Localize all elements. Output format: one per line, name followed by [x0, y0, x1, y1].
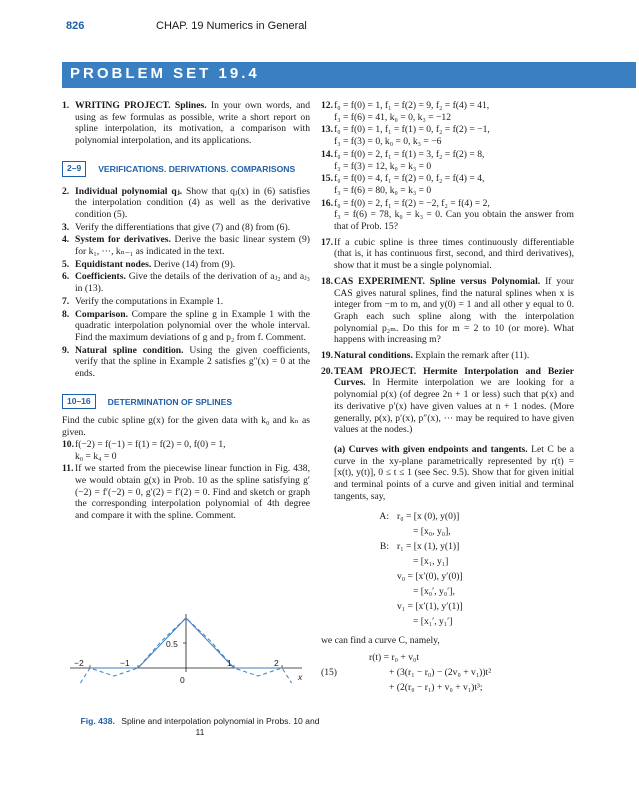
x-tick-label: 0: [180, 675, 185, 685]
problem-20: 20. TEAM PROJECT. Hermite Interpolation and Bezier Curves. In Hermite interpolation we are looking for a polynomial p(x) (of degree 2n + 1 or less) such that p(x) and its derivative p′(x) have given values at n + 1 nodes. (More generally, p(x), p′(x), p″(x), ··· may be required to have given values at the nodes.): [321, 365, 574, 436]
problem-16: 16. f₀ = f(0) = 2, f₁ = f(2) = −2, f₂ = f(4) = 2, f₃ = f(6) = 78, k₀ = k₃ = 0. Can you obtain the answer from that of Prob. 15?: [321, 197, 574, 233]
problem-15: 15. f₀ = f(0) = 4, f₁ = f(2) = 0, f₂ = f(4) = 4, f₃ = f(6) = 80, k₀ = k₃ = 0: [321, 173, 485, 196]
x-axis-label: x: [298, 672, 303, 682]
problem-6: 6. Coefficients. Give the details of the derivation of aⱼ₂ and aⱼ₃ in (13).: [62, 271, 310, 295]
chapter-title: CHAP. 19 Numerics in General: [156, 20, 307, 32]
problem-9: 9. Natural spline condition. Using the given coefficients, verify that the spline in Example 2 satisfies g″(x) = 0 at the ends.: [62, 344, 310, 380]
problem-10: 10. f(−2) = f(−1) = f(1) = f(2) = 0, f(0) = 1, k₀ = k₄ = 0: [62, 438, 226, 462]
page-number: 826: [66, 20, 85, 32]
running-header: [0, 20, 639, 40]
x-tick-label: 1: [227, 658, 232, 668]
problem-2: 2. Individual polynomial qⱼ. Show that qⱼ(x) in (6) satisfies the interpolation condition (4) as well as the derivative condition (5).: [62, 185, 310, 220]
problem-14: 14. f₀ = f(0) = 2, f₁ = f(1) = 3, f₂ = f(2) = 8, f₃ = f(3) = 12, k₀ = k₃ = 0: [321, 148, 485, 172]
y-tick-label: 0.5: [166, 639, 178, 649]
figure-438: [62, 610, 310, 710]
problem-7: 7. Verify the computations in Example 1.: [62, 295, 224, 307]
problem-11: 11. If we started from the piecewise linear function in Fig. 438, we would obtain g(x) in Prob. 10 as the spline satisfying g′(−2) = f′(−2) = 0, g′(2) = f′(2) = 0. Find and sketch or graph the corresponding interpolation polynomial of 4th degree and compare it with the spline. Comment.: [62, 463, 310, 522]
section-title: DETERMINATION OF SPLINES: [107, 396, 233, 407]
problem-4: 4. System for derivatives. Derive the basic linear system (9) for k₁, ···, kₙ₋₁ as indicated in the text.: [62, 234, 310, 258]
left-column: [62, 100, 310, 523]
section-heading-10-16: [62, 394, 310, 410]
right-column: [321, 100, 574, 695]
section-tag: 2–9: [62, 161, 86, 177]
endpoint-definitions: A: r₀ = [x (0), y(0)] = [x₀, y₀], B: r₁ = [x (1), y(1)] = [x₁, y₁] v₀ = [x′(0), y′(0)] = [x₀′, y₀′], v₁ = [x′(1), y′(1)] = [x₁′, y₁′]: [379, 510, 463, 627]
problem-17: 17. If a cubic spline is three times continuously differentiable (that is, it has continuous first, second, and third derivatives), show that it must be a single polynomial.: [321, 236, 574, 272]
problem-5: 5. Equidistant nodes. Derive (14) from (9).: [62, 258, 236, 270]
figure-caption-text: Spline and interpolation polynomial in Probs. 10 and 11: [121, 716, 320, 737]
x-tick-label: −1: [120, 658, 130, 668]
problem-12: 12. f₀ = f(0) = 1, f₁ = f(2) = 9, f₂ = f(4) = 41, f₃ = f(6) = 41, k₀ = 0, k₃ = −12: [321, 100, 490, 123]
x-tick-label: −2: [74, 658, 84, 668]
x-tick-label: 2: [274, 658, 279, 668]
problem-set-banner: [62, 62, 636, 88]
section-tag: 10–16: [62, 394, 96, 410]
problem-set-title: PROBLEM SET 19.4: [70, 65, 260, 82]
spline-plot: [62, 610, 310, 710]
problem-1: 1. WRITING PROJECT. Splines. In your own words, and using as few formulas as possible, write a short report on spline interpolation, its motivation, a comparison with polynomial interpolation, and its applications.: [62, 100, 310, 147]
equation-15: r(t) = r₀ + v₀t (15) + (3(r₁ − r₀) − (2v₀ + v₁))t² + (2(r₀ − r₁) + v₀ + v₁)t³;: [321, 652, 492, 694]
section-intro: Find the cubic spline g(x) for the given data with k₀ and kₙ as given.: [62, 415, 310, 439]
problem-13: 13. f₀ = f(0) = 1, f₁ = f(1) = 0, f₂ = f(2) = −1, f₃ = f(3) = 0, k₀ = 0, k₃ = −6: [321, 124, 490, 148]
figure-caption: [80, 716, 320, 738]
problem-8: 8. Comparison. Compare the spline g in Example 1 with the quadratic interpolation polynomial over the whole interval. Find the maximum deviations of g and p₂ from f. Comment.: [62, 308, 310, 343]
section-title: VERIFICATIONS. DERIVATIONS. COMPARISONS: [98, 163, 296, 174]
find-curve-text: we can find a curve C, namely,: [321, 634, 440, 646]
equation-number: (15): [321, 667, 337, 679]
problem-20a: (a) Curves with given endpoints and tangents. Let C be a curve in the xy-plane parametrically represented by r(t) = [x(t), y(t)], 0 ≤ t ≤ 1 (see Sec. 9.5). Show that for given initial and terminal points of a curve and given initial and terminal tangents, say,: [334, 443, 574, 502]
figure-label: Fig. 438.: [80, 716, 115, 726]
section-heading-2-9: [62, 161, 310, 177]
problem-18: 18. CAS EXPERIMENT. Spline versus Polynomial. If your CAS gives natural splines, find the natural splines when x is integer from −m to m, and y(0) = 1 and all other y equal to 0. Graph each such spline along with the interpolation polynomial p₂ₘ. Do this for m = 2 to 10 (or more). What happens with increasing m?: [321, 275, 574, 346]
problem-19: 19. Natural conditions. Explain the remark after (11).: [321, 350, 530, 362]
problem-3: 3. Verify the differentiations that give (7) and (8) from (6).: [62, 221, 291, 233]
